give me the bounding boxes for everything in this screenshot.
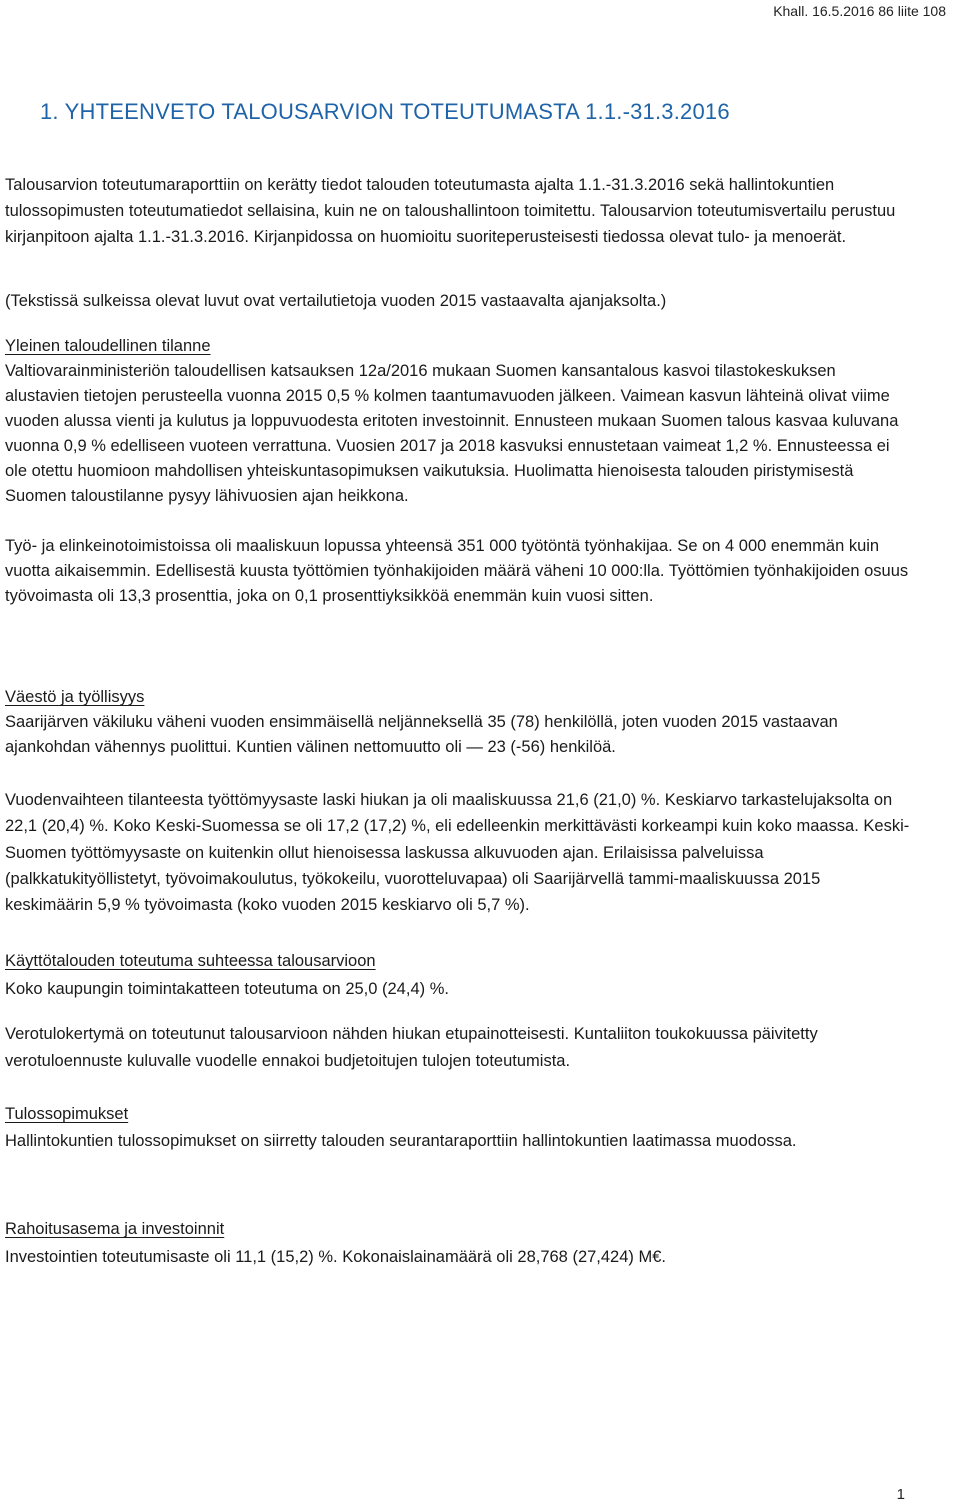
page-number: 1 — [896, 1486, 905, 1503]
section-population — [5, 685, 910, 918]
section-economy — [5, 334, 910, 609]
section-finance — [5, 1215, 910, 1271]
population-paragraph-2: Vuodenvaihteen tilanteesta työttömyysaste laski hiukan ja oli maaliskuussa 21,6 (21,0) %. Keskiarvo tarkastelujaksolta on 22,1 (20,4) %. Koko Keski-Suomessa se oli 17,2 (17,2) %, eli edelleenkin merkittävästi korkeampi kuin koko maassa. Keski-Suomen työttömyysaste on kuitenkin ollut hienoisessa laskussa alkuvuoden ajan. Erilaisissa palveluissa (palkkatukityöllistetyt, työvoimakoulutus, työkokeilu, vuorotteluvapaa) oli Saarijärvellä tammi-maaliskuussa 2015 keskimäärin 5,9 % työvoimasta (koko vuoden 2015 keskiarvo oli 5,7 %). — [5, 791, 910, 915]
page-title: 1. YHTEENVETO TALOUSARVION TOTEUTUMASTA 1.1.-31.3.2016 — [40, 99, 730, 124]
section-heading-economy: Yleinen taloudellinen tilanne — [5, 337, 211, 355]
economy-paragraph-2: Työ- ja elinkeinotoimistoissa oli maaliskuun lopussa yhteensä 351 000 työtöntä työnhakijaa. Se on 4 000 enemmän kuin vuotta aikaisemmin. Edellisestä kuusta työttömien työnhakijoiden määrä väheni 10 000:lla. Työttömien työnhakijoiden osuus työvoimasta oli 13,3 prosenttia, joka on 0,1 prosenttiyksikköä enemmän kuin vuosi sitten. — [5, 537, 909, 605]
section-implementation — [5, 947, 910, 1075]
economy-paragraph-1: Valtiovarainministeriön taloudellisen katsauksen 12a/2016 mukaan Suomen kansantalous kasvoi tilastokeskuksen alustavien tietojen perusteella vuonna 2015 0,5 % kolmen taantumavuoden jälkeen. Vaimean kasvun lähteinä olivat viime vuoden alussa vienti ja kulutus ja loppuvuodesta eritoten investoinnit. Ennusteen mukaan Suomen talous kasvaa kuluvana vuonna 0,9 % edelliseen vuoteen verrattuna. Vuosien 2017 ja 2018 kasvuksi ennustetaan vaimeat 1,2 %. Ennusteessa ei ole otettu huomioon mahdollisen yhteiskuntasopimuksen vaikutuksia. Huolimatta hienoisesta talouden piristymisestä Suomen taloustilanne pysyy lähivuosien ajan heikkona. — [5, 362, 899, 505]
implementation-paragraph-1: Koko kaupungin toimintakatteen toteutuma on 25,0 (24,4) %. — [5, 980, 449, 998]
performance-paragraph-1: Hallintokuntien tulossopimukset on siirretty talouden seurantaraporttiin hallintokuntien laatimassa muodossa. — [5, 1132, 797, 1150]
section-heading-implementation: Käyttötalouden toteutuma suhteessa talousarvioon — [5, 952, 376, 970]
section-heading-performance: Tulossopimukset — [5, 1105, 129, 1123]
section-performance — [5, 1101, 910, 1155]
implementation-paragraph-2: Verotulokertymä on toteutunut talousarvioon nähden hiukan etupainotteisesti. Kuntaliiton toukokuussa päivitetty verotuloennuste kuluvalle vuodelle ennakoi budjetoitujen tulojen toteutumista. — [5, 1025, 818, 1070]
document-reference: Khall. 16.5.2016 86 liite 108 — [773, 3, 946, 19]
section-heading-finance: Rahoitusasema ja investoinnit — [5, 1220, 225, 1238]
section-heading-population: Väestö ja työllisyys — [5, 688, 145, 706]
population-paragraph-1: Saarijärven väkiluku väheni vuoden ensimmäisellä neljänneksellä 35 (78) henkilöllä, joten vuoden 2015 vastaavan ajankohdan vähennys puolittui. Kuntien välinen nettomuutto oli — 23 (-56) henkilöä. — [5, 713, 838, 756]
finance-paragraph-1: Investointien toteutumisaste oli 11,1 (15,2) %. Kokonaislainamäärä oli 28,768 (27,424) M€. — [5, 1248, 666, 1266]
intro-note: (Tekstissä sulkeissa olevat luvut ovat vertailutietoja vuoden 2015 vastaavalta ajanjaksolta.) — [5, 292, 667, 310]
intro-paragraph: Talousarvion toteutumaraporttiin on kerätty tiedot talouden toteutumasta ajalta 1.1.-31.3.2016 sekä hallintokuntien tulossopimusten toteutumatiedot sellaisina, kuin ne on taloushallintoon toimitettu. Talousarvion toteutumisvertailu perustuu kirjanpitoon ajalta 1.1.-31.3.2016. Kirjanpidossa on huomioitu suoriteperusteisesti tiedossa olevat tulo- ja menoerät. — [5, 176, 896, 246]
